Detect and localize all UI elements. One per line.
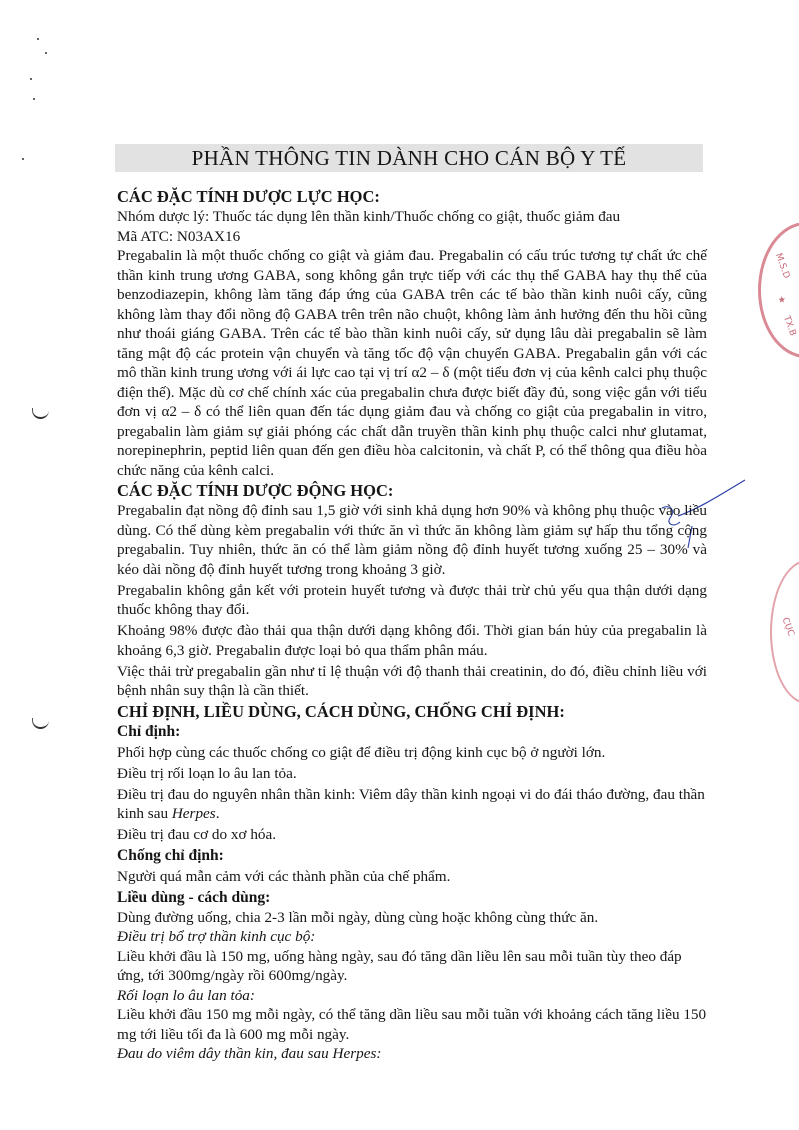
stamp-seal: M.S.D ★ TX.B (758, 222, 799, 358)
stamp-seal-secondary: CỤC (770, 560, 799, 704)
atc-code: Mã ATC: N03AX16 (117, 227, 241, 245)
section-heading-indications: CHỈ ĐỊNH, LIỀU DÙNG, CÁCH DÙNG, CHỐNG CHỈ ĐỊNH: (117, 701, 565, 721)
binder-hole-mark (32, 718, 49, 729)
section-heading-pharmacokinetics: CÁC ĐẶC TÍNH DƯỢC ĐỘNG HỌC: (117, 481, 394, 500)
indication-item (117, 785, 707, 824)
indications-subheading: Chỉ định: (117, 722, 181, 740)
dosage-case-heading: Rối loạn lo âu lan tỏa: (117, 986, 255, 1004)
dosage-case-text: Liều khởi đầu 150 mg mỗi ngày, có thể tăng dần liều sau mỗi tuần với khoảng cách tăng liều 150 mg tới liều tối đa là 600 mg mỗi ngày. (117, 1006, 707, 1043)
dosage-case-heading: Điều trị bổ trợ thần kinh cục bộ: (117, 928, 316, 945)
dosage-text: Dùng đường uống, chia 2-3 lần mỗi ngày, dùng cùng hoặc không cùng thức ăn. (117, 908, 599, 926)
indication-item: Điều trị đau cơ do xơ hóa. (117, 826, 277, 843)
scan-speck (33, 98, 35, 100)
pharmacological-group: Nhóm dược lý: Thuốc tác dụng lên thần kinh/Thuốc chống co giật, thuốc giảm đau (117, 208, 621, 225)
section-heading-pharmacodynamics: CÁC ĐẶC TÍNH DƯỢC LỰC HỌC: (117, 187, 380, 206)
herpes-term: Herpes (171, 805, 216, 822)
document-body (117, 186, 707, 1064)
indication-end: . (215, 805, 220, 822)
dosage-case-text: Liều khởi đầu là 150 mg, uống hàng ngày, sau đó tăng dần liều lên sau mỗi tuần tùy theo đáp ứng, tới 300mg/ngày rồi 600mg/ngày. (117, 947, 682, 984)
contraindication-item: Người quá mẫn cảm với các thành phần của chế phẩm. (117, 868, 451, 885)
dosage-case-heading: Đau do viêm dây thần kin, đau sau Herpes: (117, 1045, 382, 1062)
scan-speck (45, 52, 47, 54)
scan-speck (30, 78, 32, 80)
pharmacodynamics-text: Pregabalin là một thuốc chống co giật và giảm đau. Pregabalin có cấu trúc tương tự chất ức chế thần kinh trung ương GABA, song không gắn trực tiếp với các thụ thể GABA hay thụ thể của benzodiazepin, không làm tăng đáp ứng của GABA trên các tế bào thần kinh nuôi cấy, cũng không làm thay đổi nồng độ GABA trên trên não chuột, không làm ảnh hưởng đến thu hồi cũng như thoái giáng GABA. Trên các tế bào thần kinh nuôi cấy, sử dụng lâu dài pregabalin sẽ làm tăng mật độ các protein vận chuyển và tăng tốc độ vận chuyển GABA. Pregabalin gắn với các mô thần kinh trung ương với ái lực cao tại vị trí α2 – δ (một tiểu đơn vị của kênh calci phụ thuộc điện thế). Mặc dù cơ chế chính xác của pregabalin chưa được biết đầy đủ, song việc gắn với tiểu đơn vị α2 – δ có thể liên quan đến tác dụng giảm đau và chống co giật của pregabalin in vitro, pregabalin làm giảm sự giải phóng các chất dẫn truyền thần kinh phụ thuộc calci như glutamat, norepinephrin, peptid liên quan đến gen điều hòa calcitonin, và chất P, có thể thông qua điều hòa chức năng của kênh calci. (117, 247, 707, 479)
scan-speck (22, 158, 24, 160)
contraindications-subheading: Chống chỉ định: (117, 847, 224, 864)
pharmacokinetics-paragraph: Pregabalin đạt nồng độ đỉnh sau 1,5 giờ với sinh khả dụng hơn 90% và không phụ thuộc vào liều dùng. Có thể dùng kèm pregabalin với thức ăn vì thức ăn không làm giảm sự hấp thu tổng cộng pregabalin. Tuy nhiên, thức ăn có thể làm giảm nồng độ đỉnh huyết tương xuống 25 – 30% và kéo dài nồng độ đỉnh huyết tương trong khoảng 3 giờ. (117, 502, 707, 578)
scan-speck (37, 38, 39, 40)
pharmacokinetics-paragraph: Pregabalin không gắn kết với protein huyết tương và được thải trừ chủ yếu qua thận dưới dạng thuốc không thay đổi. (117, 581, 707, 618)
indication-item: Điều trị rối loạn lo âu lan tỏa. (117, 764, 297, 782)
indication-item: Phối hợp cùng các thuốc chống co giật để điều trị động kinh cục bộ ở người lớn. (117, 743, 606, 761)
pharmacokinetics-paragraph: Khoảng 98% được đào thải qua thận dưới dạng không đổi. Thời gian bán hủy của pregabalin là khoảng 6,3 giờ. Pregabalin được loại bỏ qua thẩm phân máu. (117, 622, 707, 659)
pharmacokinetics-paragraph: Việc thải trừ pregabalin gần như tỉ lệ thuận với độ thanh thải creatinin, do đó, điều chỉnh liều với bệnh nhân suy thận là cần thiết. (117, 662, 707, 699)
binder-hole-mark (32, 408, 49, 419)
page-title: PHẦN THÔNG TIN DÀNH CHO CÁN BỘ Y TẾ (191, 146, 627, 170)
indication-text: Điều trị đau do nguyên nhân thần kinh: Viêm dây thần kinh ngoại vi do đái tháo đường, đau thần kinh sau (117, 785, 705, 822)
dosage-subheading: Liều dùng - cách dùng: (117, 889, 271, 906)
